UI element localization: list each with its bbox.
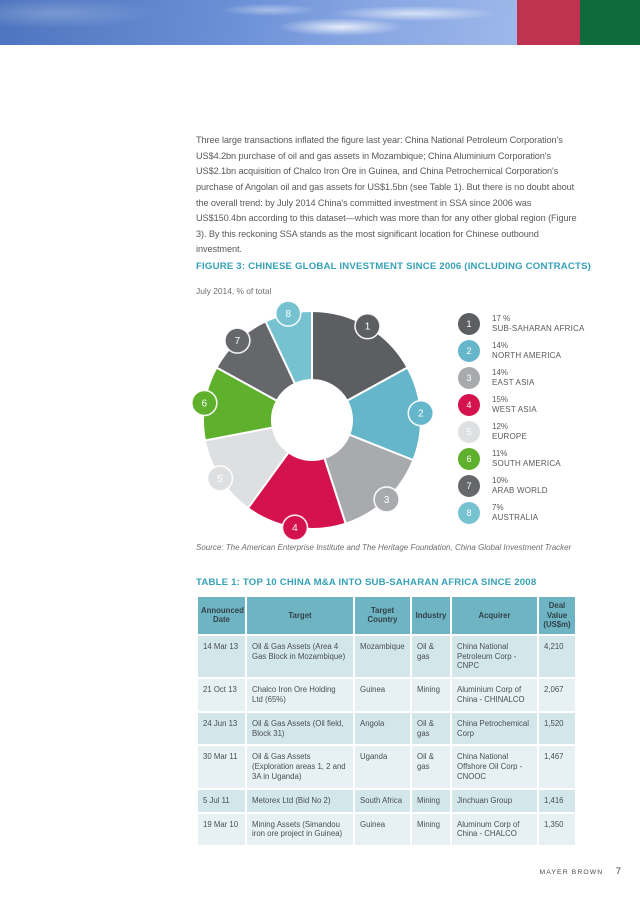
red-brand-block <box>517 0 580 45</box>
table-cell: China Petrochemical Corp <box>452 713 537 745</box>
table-cell: Chalco Iron Ore Holding Ltd (65%) <box>247 679 353 711</box>
legend-swatch-8: 8 <box>458 502 480 524</box>
legend-text-4 <box>492 395 537 415</box>
footer-brand: MAYER BROWN <box>539 869 604 876</box>
legend-label: EAST ASIA <box>492 377 535 387</box>
legend-swatch-5: 5 <box>458 421 480 443</box>
table-cell: 1,467 <box>539 746 575 787</box>
table-cell: China National Petroleum Corp - CNPC <box>452 636 537 677</box>
table-header-cell-4: Acquirer <box>452 597 537 634</box>
table-header-cell-5: Deal Value (US$m) <box>539 597 575 634</box>
legend-item-7 <box>458 474 585 497</box>
table-header-cell-3: Industry <box>412 597 450 634</box>
legend-percent: 15% <box>492 394 509 404</box>
table-cell: Oil & Gas Assets (Area 4 Gas Block in Mozambique) <box>247 636 353 677</box>
legend-percent: 7% <box>492 502 504 512</box>
legend-label: SOUTH AMERICA <box>492 458 561 468</box>
table-cell: 24 Jun 13 <box>198 713 245 745</box>
legend-percent: 12% <box>492 421 509 431</box>
page-banner <box>0 0 640 45</box>
segment-badge-number-4: 4 <box>292 523 298 535</box>
table-title: TABLE 1: TOP 10 CHINA M&A INTO SUB-SAHARAN AFRICA SINCE 2008 <box>196 577 537 588</box>
legend-text-3 <box>492 368 535 388</box>
table-row-2 <box>198 679 575 711</box>
legend-percent: 14% <box>492 367 509 377</box>
table-row-5 <box>198 790 575 812</box>
table-header-cell-0: Announced Date <box>198 597 245 634</box>
table-cell: Jinchuan Group <box>452 790 537 812</box>
legend-swatch-4: 4 <box>458 394 480 416</box>
segment-badge-number-7: 7 <box>234 336 241 348</box>
table-cell: Aluminium Corp of China - CHINALCO <box>452 679 537 711</box>
table-cell: China National Offshore Oil Corp - CNOOC <box>452 746 537 787</box>
table-cell: Oil & gas <box>412 636 450 677</box>
table-cell: 2,067 <box>539 679 575 711</box>
table-cell: Oil & Gas Assets (Oil field, Block 31) <box>247 713 353 745</box>
page-footer <box>0 861 621 879</box>
table-cell: Mining Assets (Simandou iron ore project in Guinea) <box>247 814 353 846</box>
segment-badge-number-5: 5 <box>217 473 223 485</box>
segment-badge-number-6: 6 <box>201 398 208 410</box>
legend-swatch-6: 6 <box>458 448 480 470</box>
table-cell: 5 Jul 11 <box>198 790 245 812</box>
table-cell: Guinea <box>355 814 410 846</box>
table-header-cell-2: Target Country <box>355 597 410 634</box>
legend-swatch-3: 3 <box>458 367 480 389</box>
page-number: 7 <box>615 866 621 877</box>
table-cell: 1,416 <box>539 790 575 812</box>
table-cell: 1,520 <box>539 713 575 745</box>
table-cell: 14 Mar 13 <box>198 636 245 677</box>
table-cell: Aluminum Corp of China - CHALCO <box>452 814 537 846</box>
table-cell: Mining <box>412 814 450 846</box>
legend-text-8 <box>492 503 538 523</box>
table-cell: South Africa <box>355 790 410 812</box>
legend-label: SUB-SAHARAN AFRICA <box>492 323 585 333</box>
figure-subtitle: July 2014, % of total <box>196 286 272 296</box>
table-cell: Mining <box>412 679 450 711</box>
table-cell: Metorex Ltd (Bid No 2) <box>247 790 353 812</box>
figure-source: Source: The American Enterprise Institute and The Heritage Foundation, China Global Investment Tracker <box>196 543 572 552</box>
legend-item-8 <box>458 501 585 524</box>
legend-item-1 <box>458 312 585 335</box>
table-cell: Oil & Gas Assets (Exploration areas 1, 2 and 3A in Uganda) <box>247 746 353 787</box>
sky-photo <box>0 0 517 45</box>
chart-legend <box>458 312 585 528</box>
table-cell: 19 Mar 10 <box>198 814 245 846</box>
table-row-3 <box>198 713 575 745</box>
donut-chart-svg <box>187 295 437 545</box>
segment-badge-number-2: 2 <box>418 408 424 420</box>
table-cell: 1,350 <box>539 814 575 846</box>
legend-swatch-7: 7 <box>458 475 480 497</box>
table-cell: Mining <box>412 790 450 812</box>
legend-text-2 <box>492 341 561 361</box>
table-cell: Oil & gas <box>412 713 450 745</box>
legend-item-3 <box>458 366 585 389</box>
table-cell: Angola <box>355 713 410 745</box>
legend-label: ARAB WORLD <box>492 485 548 495</box>
legend-percent: 11% <box>492 448 508 458</box>
legend-percent: 14% <box>492 340 509 350</box>
table-cell: Mozambique <box>355 636 410 677</box>
legend-item-6 <box>458 447 585 470</box>
table-cell: 30 Mar 11 <box>198 746 245 787</box>
table-cell: Oil & gas <box>412 746 450 787</box>
segment-badge-number-3: 3 <box>383 494 390 506</box>
legend-swatch-1: 1 <box>458 313 480 335</box>
intro-paragraph: Three large transactions inflated the figure last year: China National Petroleum Corporation's US$4.2bn purchase of oil and gas assets in Mozambique; China Aluminium Corporation's US$2.1bn acquisition of Chalco Iron Ore in Guinea, and China Petrochemical Corporation's purchase of Angolan oil and gas assets for US$1.5bn (see Table 1). But there is no doubt about the overall trend: by July 2014 China's committed investment in SSA since 2006 was US$150.4bn according to this dataset—which was more than for any other global region (Figure 3). By this reckoning SSA stands as the most significant location for Chinese outbound investment. <box>196 135 577 255</box>
table-row-4 <box>198 746 575 787</box>
figure-title: FIGURE 3: CHINESE GLOBAL INVESTMENT SINCE 2006 (INCLUDING CONTRACTS) <box>196 261 592 272</box>
legend-label: WEST ASIA <box>492 404 537 414</box>
legend-text-7 <box>492 476 548 496</box>
table-header-row <box>198 597 575 634</box>
legend-percent: 10% <box>492 475 509 485</box>
legend-label: NORTH AMERICA <box>492 350 562 360</box>
table-cell: Uganda <box>355 746 410 787</box>
legend-percent: 17 % <box>492 313 511 323</box>
table-header-cell-1: Target <box>247 597 353 634</box>
legend-text-5 <box>492 422 527 442</box>
table-row-1 <box>198 636 575 677</box>
green-brand-block <box>580 0 640 45</box>
legend-swatch-2: 2 <box>458 340 480 362</box>
ma-table <box>196 595 577 847</box>
segment-badge-number-8: 8 <box>285 309 292 321</box>
table-cell: Guinea <box>355 679 410 711</box>
legend-text-1 <box>492 314 585 334</box>
legend-label: EUROPE <box>492 431 527 441</box>
table-cell: 21 Oct 13 <box>198 679 245 711</box>
table-row-6 <box>198 814 575 846</box>
donut-chart <box>187 295 437 545</box>
legend-item-4 <box>458 393 585 416</box>
table-cell: 4,210 <box>539 636 575 677</box>
legend-item-5 <box>458 420 585 443</box>
legend-item-2 <box>458 339 585 362</box>
segment-badge-number-1: 1 <box>364 321 371 333</box>
legend-label: AUSTRALIA <box>492 512 539 522</box>
legend-text-6 <box>492 449 561 469</box>
